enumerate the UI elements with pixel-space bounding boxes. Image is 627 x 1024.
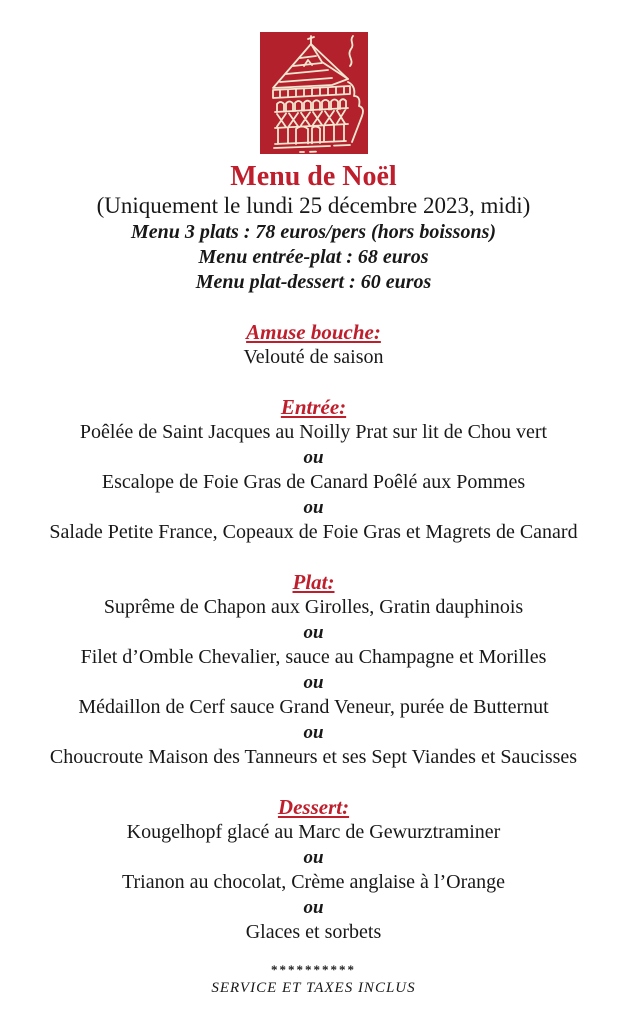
or-separator: ou <box>303 847 324 868</box>
dish-item: Escalope de Foie Gras de Canard Poêlé aux Pommes <box>101 471 526 493</box>
section-plat <box>0 569 627 770</box>
dish-item: Médaillon de Cerf sauce Grand Veneur, purée de Butternut <box>78 696 549 718</box>
dish-item: Poêlée de Saint Jacques au Noilly Prat sur lit de Chou vert <box>79 421 548 443</box>
service-taxes-note: SERVICE ET TAXES INCLUS <box>211 980 416 996</box>
dish-item: Kougelhopf glacé au Marc de Gewurztraminer <box>126 821 501 843</box>
section-title-dessert: Dessert: <box>277 795 350 819</box>
menu-footer <box>0 962 627 997</box>
or-separator: ou <box>303 897 324 918</box>
section-title-amuse-bouche: Amuse bouche: <box>246 320 381 344</box>
section-title-entree: Entrée: <box>280 395 347 419</box>
dish-item: Glaces et sorbets <box>245 921 382 943</box>
or-separator: ou <box>303 622 324 643</box>
or-separator: ou <box>303 447 324 468</box>
price-line-3-plats: Menu 3 plats : 78 euros/pers (hors boissons) <box>130 221 497 243</box>
menu-title: Menu de Noël <box>230 161 397 192</box>
house-sketch-icon <box>260 32 368 154</box>
dish-item: Velouté de saison <box>243 346 384 368</box>
dish-item: Filet d’Omble Chevalier, sauce au Champagne et Morilles <box>80 646 547 668</box>
section-title-plat: Plat: <box>292 570 335 594</box>
dish-item: Suprême de Chapon aux Girolles, Gratin dauphinois <box>103 596 524 618</box>
or-separator: ou <box>303 722 324 743</box>
price-line-entree-plat: Menu entrée-plat : 68 euros <box>198 246 429 268</box>
section-entree <box>0 394 627 545</box>
dish-item: Trianon au chocolat, Crème anglaise à l’Orange <box>121 871 506 893</box>
menu-subtitle: (Uniquement le lundi 25 décembre 2023, midi) <box>96 193 531 218</box>
section-amuse-bouche <box>0 319 627 370</box>
restaurant-logo <box>260 32 368 154</box>
section-dessert <box>0 794 627 945</box>
price-line-plat-dessert: Menu plat-dessert : 60 euros <box>195 271 432 293</box>
or-separator: ou <box>303 497 324 518</box>
dish-item: Salade Petite France, Copeaux de Foie Gras et Magrets de Canard <box>49 521 578 543</box>
or-separator: ou <box>303 672 324 693</box>
stars-divider: ********** <box>271 962 356 977</box>
dish-item: Choucroute Maison des Tanneurs et ses Sept Viandes et Saucisses <box>49 746 578 768</box>
